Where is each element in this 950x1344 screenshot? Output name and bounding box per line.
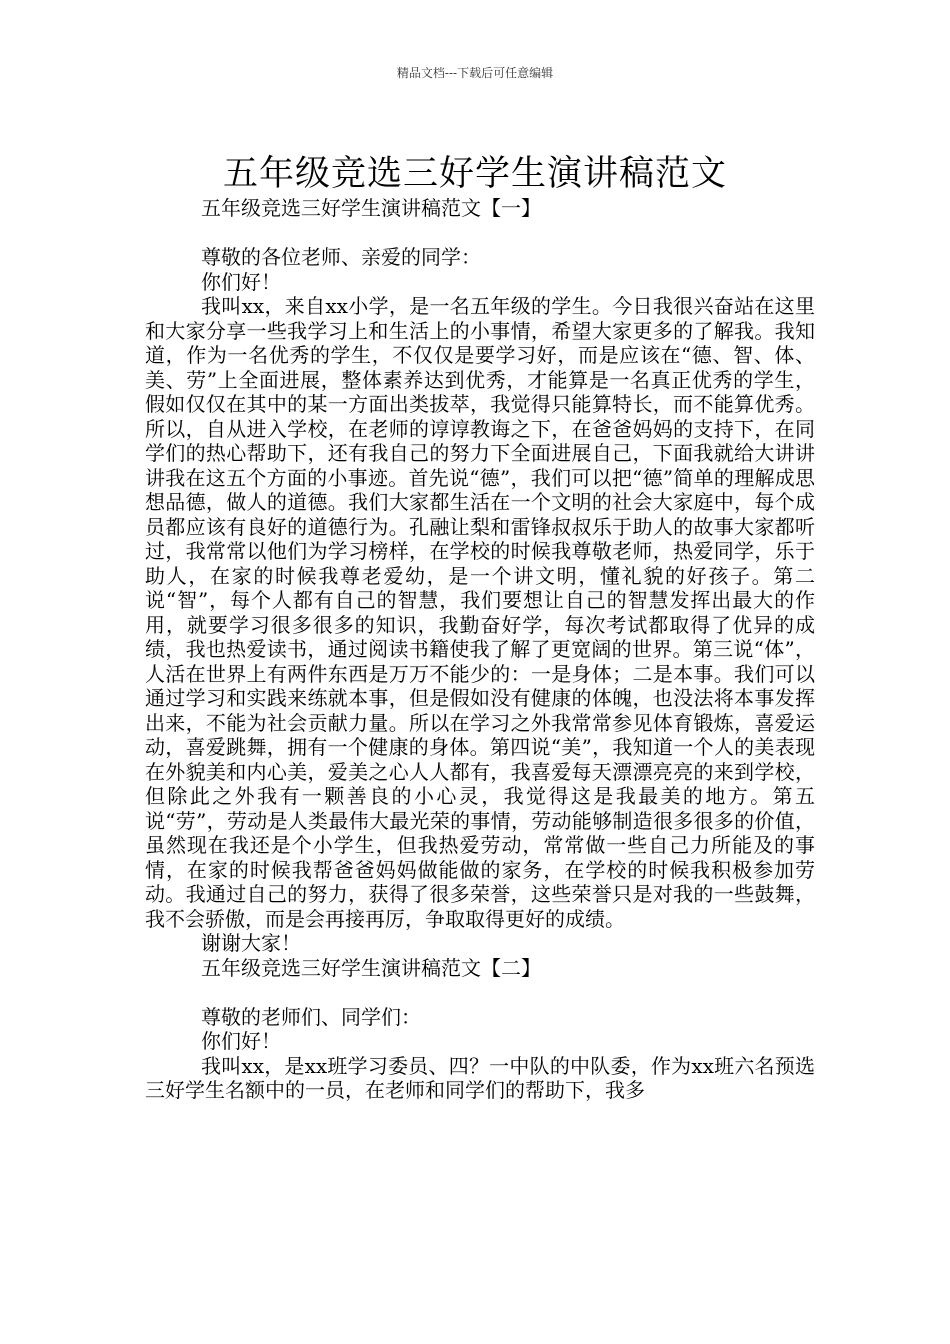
document-body (145, 196, 815, 1103)
section-2-salutation: 尊敬的老师们、同学们： (201, 1004, 421, 1029)
section-1-heading: 五年级竞选三好学生演讲稿范文【一】 (201, 196, 541, 220)
section-2-greeting: 你们好！ (201, 1029, 281, 1053)
section-1-greeting: 你们好！ (201, 269, 281, 294)
section-1-closing: 谢谢大家！ (201, 931, 301, 955)
section-1-body: 我叫xx，来自xx小学，是一名五年级的学生。今日我很兴奋站在这里和大家分享一些我学习上和生活上的小事情，希望大家更多的了解我。我知道，作为一名优秀的学生，不仅仅是要学习好，而是应该在“德、智、体、美、劳”上全面进展，整体素养达到优秀，才能算是一名真正优秀的学生，假如仅仅在其中的某一方面出类拔萃，我觉得只能算特长，而不能算优秀。所以，自从进入学校，在老师的谆谆教诲之下，在爸爸妈妈的支持下，在同学们的热心帮助下，还有我自己的努力下全面进展自己，下面我就给大讲讲讲我在这五个方面的小事迹。首先说“德”，我们可以把“德”简单的理解成思想品德，做人的道德。我们大家都生活在一个文明的社会大家庭中，每个成员都应该有良好的道德行为。孔融让梨和雷锋叔叔乐于助人的故事大家都听过，我常常以他们为学习榜样，在学校的时候我尊敬老师，热爱同学，乐于助人，在家的时候我尊老爱幼，是一个讲文明，懂礼貌的好孩子。第二说“智”，每个人都有自己的智慧，我们要想让自己的智慧发挥出最大的作用，就要学习很多很多的知识，我勤奋好学，每次考试都取得了优异的成绩，我也热爱读书，通过阅读书籍使我了解了更宽阔的世界。第三说“体”，人活在世界上有两件东西是万万不能少的：一是身体；二是本事。我们可以通过学习和实践来练就本事，但是假如没有健康的体魄，也没法将本事发挥出来，不能为社会贡献力量。所以在学习之外我常常参见体育锻炼，喜爱运动，喜爱跳舞，拥有一个健康的身体。第四说“美”，我知道一个人的美表现在外貌美和内心美，爱美之心人人都有，我喜爱每天漂漂亮亮的来到学校，但除此之外我有一颗善良的小心灵，我觉得这是我最美的地方。第五说“劳”，劳动是人类最伟大最光荣的事情，劳动能够制造很多很多的价值，虽然现在我还是个小学生，但我热爱劳动，常常做一些自己力所能及的事情，在家的时候我帮爸爸妈妈做能做的家务，在学校的时候我积极参加劳动。我通过自己的努力，获得了很多荣誉，这些荣誉只是对我的一些鼓舞，我不会骄傲，而是会再接再厉，争取取得更好的成绩。 (145, 294, 815, 931)
section-1-salutation: 尊敬的各位老师、亲爱的同学： (201, 245, 481, 269)
header-note: 精品文档---下载后可任意编辑 (396, 66, 554, 80)
section-2-heading: 五年级竞选三好学生演讲稿范文【二】 (201, 955, 541, 980)
section-2-body: 我叫xx，是xx班学习委员、四？一中队的中队委，作为xx班六名预选三好学生名额中的一员，在老师和同学们的帮助下，我多 (145, 1053, 815, 1102)
document-title: 五年级竞选三好学生演讲稿范文 (222, 154, 727, 195)
